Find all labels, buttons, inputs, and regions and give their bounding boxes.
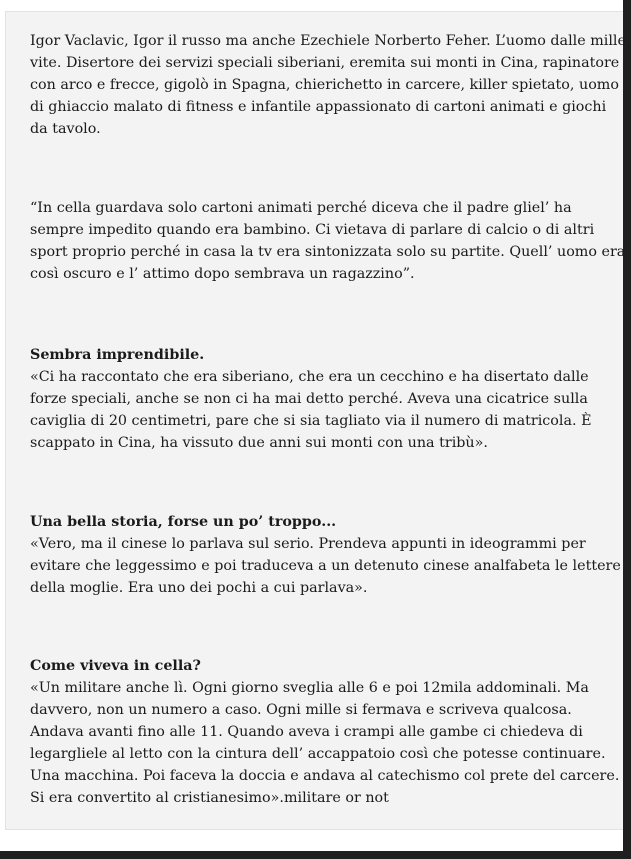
question-heading: Sembra imprendibile.: [30, 347, 205, 363]
article-body: [30, 30, 626, 806]
answer-text: «Ci ha raccontato che era siberiano, che era un cecchino e ha disertato dalle forze speciali, anche se non ci ha mai detto perché. Aveva una cicatrice sulla caviglia di 20 centimetri, pare che si sia tagliato via il numero di matricola. È scappato in Cina, ha vissuto due anni sui monti con una tribù».: [30, 369, 592, 451]
question-heading: Una bella storia, forse un po’ troppo...: [30, 514, 337, 530]
question-heading: Come viveva in cella?: [30, 658, 201, 674]
window-border-bottom: [0, 851, 631, 859]
qa-block: [30, 344, 626, 454]
answer-text: «Vero, ma il cinese lo parlava sul serio. Prendeva appunti in ideogrammi per evitare che leggessimo e poi traduceva a un detenuto cinese analfabeta le lettere della moglie. Era uno dei pochi a cui parlava».: [30, 536, 621, 596]
intro-paragraph: Igor Vaclavic, Igor il russo ma anche Ezechiele Norberto Feher. L’uomo dalle mille vite. Disertore dei servizi speciali siberiani, eremita sui monti in Cina, rapinatore con arco e frecce, gigolò in Spagna, chierichetto in carcere, killer spietato, uomo di ghiaccio malato di fitness e infantile appassionato di cartoni animati e giochi da tavolo.: [30, 33, 626, 137]
answer-text: «Un militare anche lì. Ogni giorno sveglia alle 6 e poi 12mila addominali. Ma davvero, non un numero a caso. Ogni mille si fermava e scriveva qualcosa. Andava avanti fino alle 11. Quando aveva i crampi alle gambe ci chiedeva di legargliele al letto con la cintura dell’ accappatoio così che potesse continuare. Una macchina. Poi faceva la doccia e andava al catechismo col prete del carcere. Si era convertito al cristianesimo».militare or not: [30, 680, 620, 806]
qa-block: [30, 655, 626, 809]
qa-block: [30, 511, 626, 599]
quote-paragraph: “In cella guardava solo cartoni animati perché diceva che il padre gliel’ ha sempre impedito quando era bambino. Ci vietava di parlare di calcio o di altri sport proprio perché in casa la tv era sintonizzata solo su partite. Quell’ uomo era così oscuro e l’ attimo dopo sembrava un ragazzino”.: [30, 200, 626, 282]
